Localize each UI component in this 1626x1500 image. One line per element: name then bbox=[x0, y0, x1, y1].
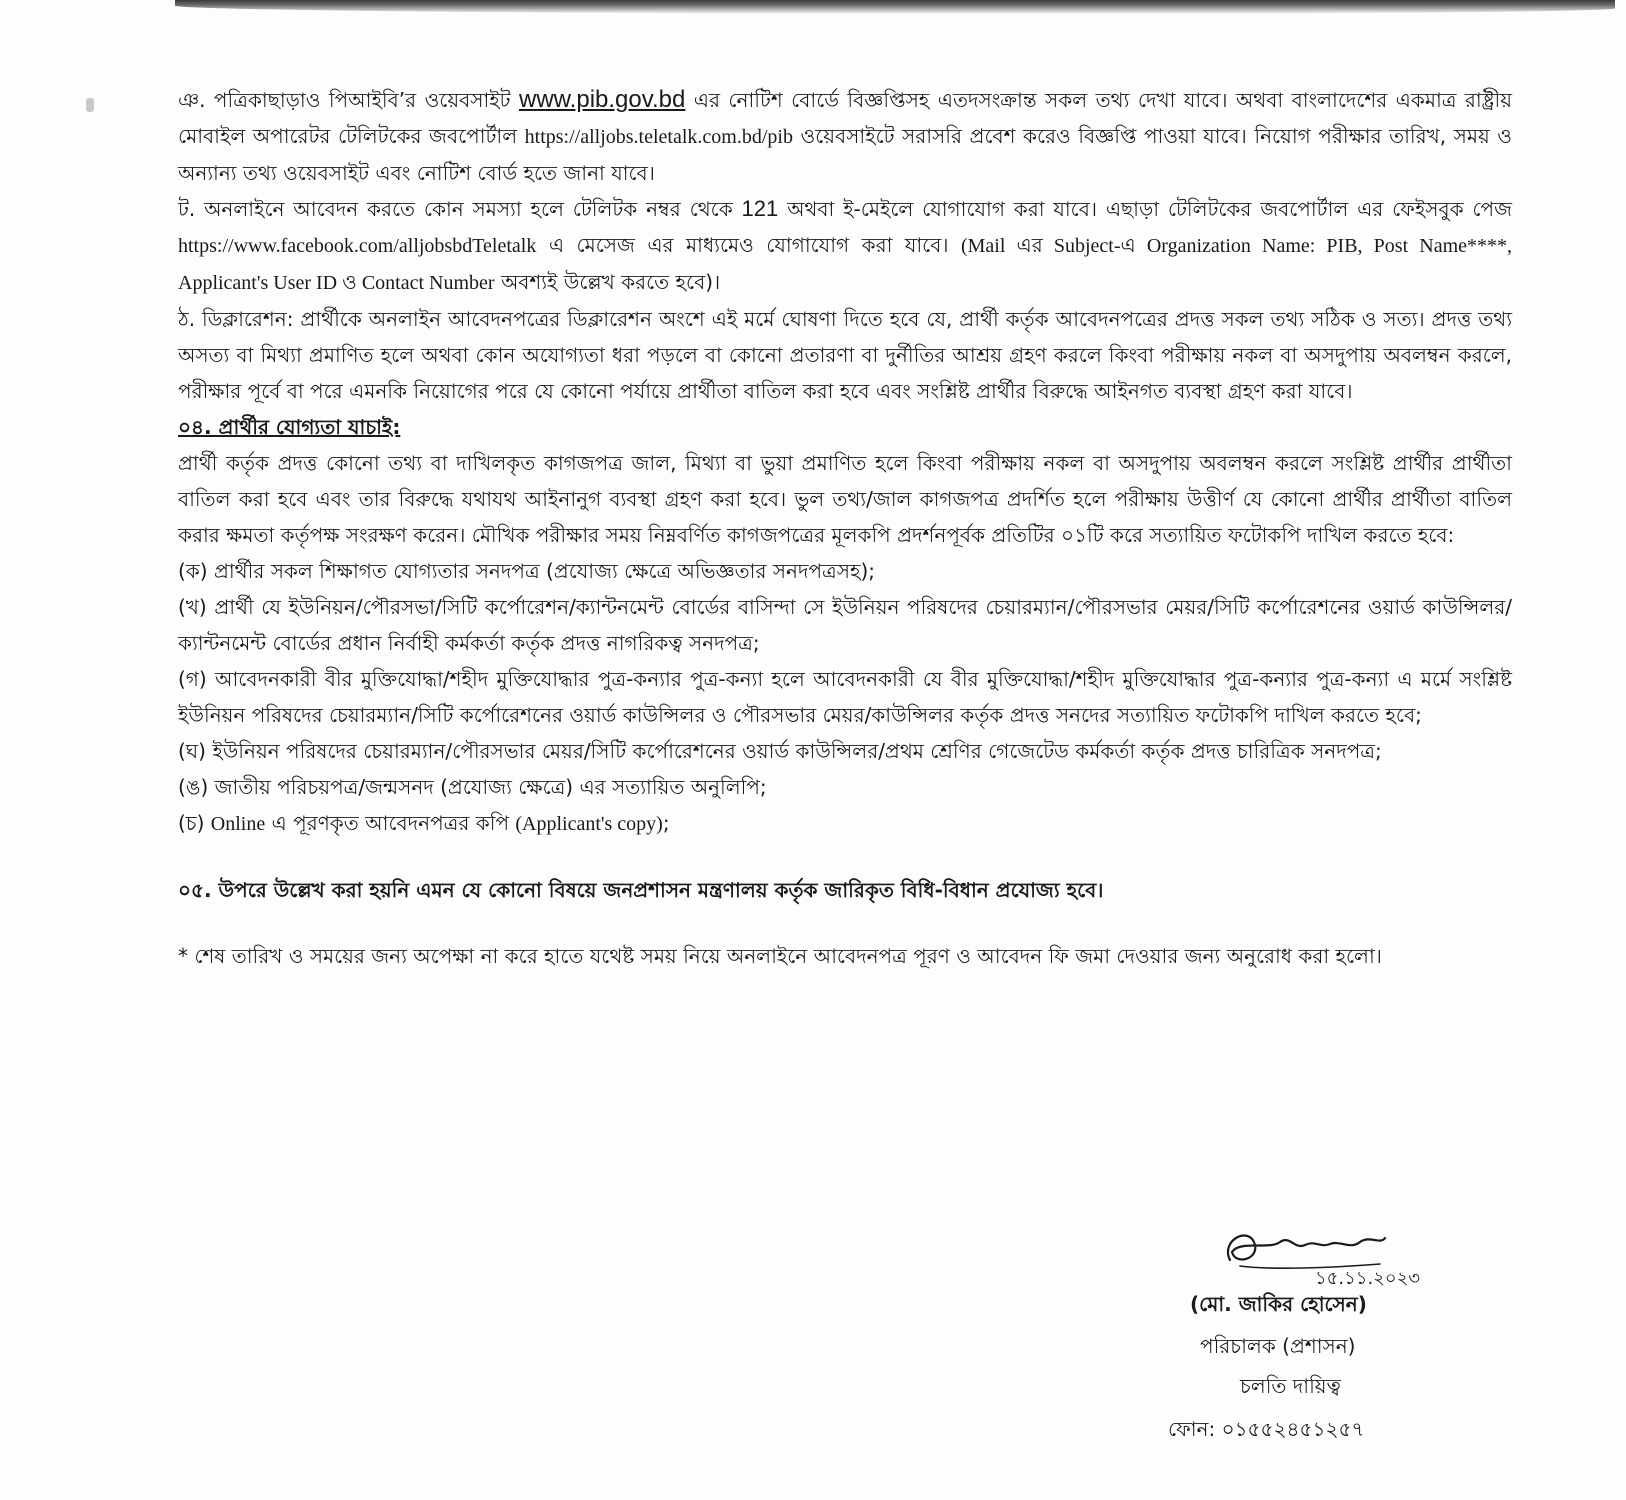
list-item: (খ) প্রার্থী যে ইউনিয়ন/পৌরসভা/সিটি কর্পোরেশন/ক্যান্টনমেন্ট বোর্ডের বাসিন্দা সে ইউনিয়ন পরিষদের চেয়ারম্যান/পৌরসভার মেয়র/সিটি কর্পোরেশনের ওয়ার্ড কাউন্সিলর/ক্যান্টনমেন্ট বোর্ডের প্রধান নির্বাহী কর্মকর্তা কর্তৃক প্রদত্ত নাগরিকত্ব সনদপত্র; bbox=[178, 595, 1512, 655]
applicant-copy-label: (Applicant's copy) bbox=[515, 813, 663, 835]
spacer bbox=[178, 908, 1512, 938]
item-nya-prefix: ঞ. পত্রিকাছাড়াও পিআইবি’র ওয়েবসাইট bbox=[178, 88, 519, 112]
section5-text: ০৫. উপরে উল্লেখ করা হয়নি এমন যে কোনো বিষয়ে জনপ্রশাসন মন্ত্রণালয় কর্তৃক জারিকৃত বিধি-বিধান প্রযোজ্য হবে। bbox=[178, 878, 1104, 902]
item-nya bbox=[178, 82, 1512, 191]
spacer bbox=[178, 842, 1512, 872]
scan-mark bbox=[86, 98, 94, 112]
section4-intro: প্রার্থী কর্তৃক প্রদত্ত কোনো তথ্য বা দাখিলকৃত কাগজপত্র জাল, মিথ্যা বা ভুয়া প্রমাণিত হলে কিংবা পরীক্ষায় নকল বা অসদুপায় অবলম্বন করলে সংশ্লিষ্ট প্রার্থীর প্রার্থীতা বাতিল করা হবে এবং তার বিরুদ্ধে যথাযথ আইনানুগ ব্যবস্থা গ্রহণ করা হবে। ভুল তথ্য/জাল কাগজপত্র প্রদর্শিত হলে পরীক্ষায় উত্তীর্ণ যে কোনো প্রার্থীর প্রার্থীতা বাতিল করার ক্ষমতা কর্তৃপক্ষ সংরক্ষণ করেন। মৌখিক পরীক্ষার সময় নিম্নবর্ণিত কাগজপত্রের মূলকপি প্রদর্শনপূর্বক প্রতিটির ০১টি করে সত্যায়িত ফটোকপি দাখিল করতে হবে: bbox=[178, 451, 1512, 547]
section4-heading: ০৪. প্রার্থীর যোগ্যতা যাচাই: bbox=[178, 415, 401, 439]
online-label: Online bbox=[210, 813, 266, 835]
teletalk-portal-link[interactable]: https://alljobs.teletalk.com.bd/pib bbox=[524, 126, 793, 148]
signatory-phone: ফোন: ০১৫৫২৪৫১২৫৭ bbox=[1168, 1417, 1365, 1441]
list-item-online-copy bbox=[178, 805, 1512, 842]
handwritten-signature bbox=[1210, 1220, 1440, 1290]
item-ta-mid: অথবা ই-মেইলে যোগাযোগ করা যাবে। এছাড়া টেলিটকের জবপোর্টাল এর ফেইসবুক পেজ bbox=[778, 197, 1512, 221]
item-tha: ঠ. ডিক্লারেশন: প্রার্থীকে অনলাইন আবেদনপত্রের ডিক্লারেশন অংশে এই মর্মে ঘোষণা দিতে হবে যে, প্রার্থী কর্তৃক আবেদনপত্রের প্রদত্ত সকল তথ্য সঠিক ও সত্য। প্রদত্ত তথ্য অসত্য বা মিথ্যা প্রমাণিত হলে অথবা কোন অযোগ্যতা ধরা পড়লে বা কোনো প্রতারণা বা দুর্নীতির আশ্রয় গ্রহণ করলে কিংবা পরীক্ষায় নকল বা অসদুপায় অবলম্বন করলে, পরীক্ষার পূর্বে বা পরে এমনকি নিয়োগের পরে যে কোনো পর্যায়ে প্রার্থীতা বাতিল করা হবে এবং সংশ্লিষ্ট প্রার্থীর বিরুদ্ধে আইনগত ব্যবস্থা গ্রহণ করা যাবে। bbox=[178, 307, 1512, 403]
signature-block bbox=[1150, 1220, 1450, 1490]
list-item-prefix: (চ) bbox=[178, 811, 211, 835]
list-item-suffix: ; bbox=[662, 811, 670, 835]
list-item-mid: এ পূরণকৃত আবেদনপত্রর কপি bbox=[265, 811, 516, 835]
scan-edge-shadow bbox=[175, 0, 1615, 14]
signatory-title: পরিচালক (প্রশাসন) bbox=[1200, 1334, 1356, 1358]
item-ta-mid2: এ মেসেজ এর মাধ্যমেও যোগাযোগ করা যাবে। bbox=[536, 233, 961, 257]
mail-subject-note: (Mail এর Subject-এ Organization Name: PIB, Post Name****, Applicant's User ID ও Contact Number bbox=[178, 235, 1513, 294]
item-ta-prefix: ট. অনলাইনে আবেদন করতে কোন সমস্যা হলে টেলিটক নম্বর থেকে bbox=[178, 197, 742, 221]
list-item: (গ) আবেদনকারী বীর মুক্তিযোদ্ধা/শহীদ মুক্তিযোদ্ধার পুত্র-কন্যার পুত্র-কন্যা হলে আবেদনকারী যে বীর মুক্তিযোদ্ধা/শহীদ মুক্তিযোদ্ধার পুত্র-কন্যার পুত্র-কন্যা এ মর্মে সংশ্লিষ্ট ইউনিয়ন পরিষদের চেয়ারম্যান/সিটি কর্পোরেশনের ওয়ার্ড কাউন্সিলর ও পৌরসভার মেয়র/কাউন্সিলর কর্তৃক প্রদত্ত সনদের সত্যায়িত ফটোকপি দাখিল করতে হবে; bbox=[178, 667, 1512, 727]
pib-website-link[interactable]: www.pib.gov.bd bbox=[519, 86, 686, 113]
facebook-page-link[interactable]: https://www.facebook.com/alljobsbdTeletalk bbox=[178, 235, 537, 257]
signature-date: ১৫.১১.২০২৩ bbox=[1315, 1268, 1420, 1289]
item-ta bbox=[178, 191, 1512, 301]
notice-body bbox=[178, 82, 1512, 974]
item-nya-suffix: ওয়েবসাইটে সরাসরি প্রবেশ করেও বিজ্ঞপ্তি পাওয়া যাবে। নিয়োগ পরীক্ষার তারিখ, সময় ও অন্যান্য তথ্য ওয়েবসাইট এবং নোটিশ বোর্ড হতে জানা যাবে। bbox=[178, 124, 1513, 185]
list-item: (ঘ) ইউনিয়ন পরিষদের চেয়ারম্যান/পৌরসভার মেয়র/সিটি কর্পোরেশনের ওয়ার্ড কাউন্সিলর/প্রথম শ্রেণির গেজেটেড কর্মকর্তা কর্তৃক প্রদত্ত চারিত্রিক সনদপত্র; bbox=[178, 739, 1382, 763]
signatory-name: (মো. জাকির হোসেন) bbox=[1190, 1292, 1367, 1316]
signatory-role: চলতি দায়িত্ব bbox=[1240, 1374, 1341, 1398]
deadline-note: * শেষ তারিখ ও সময়ের জন্য অপেক্ষা না করে হাতে যথেষ্ট সময় নিয়ে অনলাইনে আবেদনপত্র পূরণ ও আবেদন ফি জমা দেওয়ার জন্য অনুরোধ করা হলো। bbox=[178, 944, 1382, 968]
item-nya-mid: এর নোটিশ বোর্ডে বিজ্ঞপ্তিসহ এতদসংক্রান্ত সকল তথ্য দেখা যাবে। অথবা বাংলাদেশের একমাত্র রাষ্ট্রীয় মোবাইল অপারেটর টেলিটকের জবপোর্টাল bbox=[178, 88, 1512, 148]
teletalk-number: 121 bbox=[741, 196, 779, 221]
list-item: (ক) প্রার্থীর সকল শিক্ষাগত যোগ্যতার সনদপত্র (প্রযোজ্য ক্ষেত্রে অভিজ্ঞতার সনদপত্রসহ); bbox=[178, 559, 875, 583]
list-item: (ঙ) জাতীয় পরিচয়পত্র/জন্মসনদ (প্রযোজ্য ক্ষেত্রে) এর সত্যায়িত অনুলিপি; bbox=[178, 775, 767, 799]
item-ta-suffix: অবশ্যই উল্লেখ করতে হবে)। bbox=[494, 270, 721, 294]
